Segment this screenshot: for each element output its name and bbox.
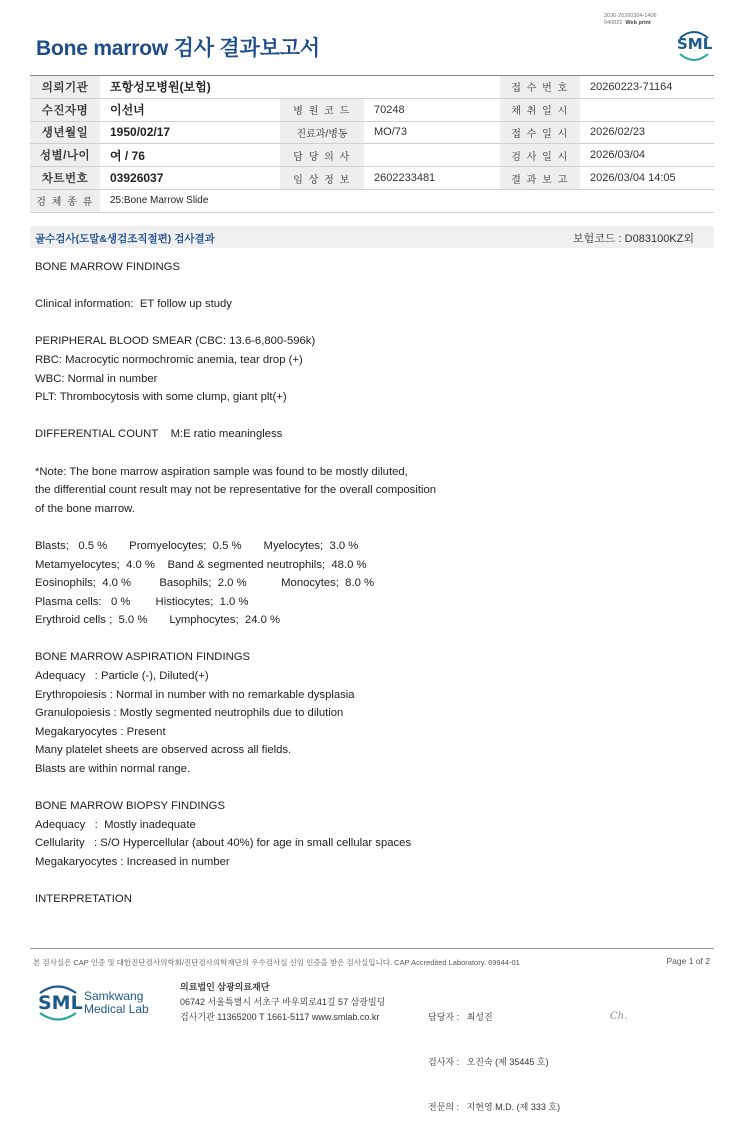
info-row (30, 167, 714, 190)
sml-logo (674, 26, 714, 64)
patient-info-table (30, 75, 714, 213)
print-sub: 040822 Web print (604, 19, 651, 26)
label-specimen: 검 체 종 류 (30, 189, 100, 212)
staff-manager: 담당자 : 최성진 (428, 1012, 493, 1022)
staff-info (428, 980, 560, 1130)
value-specimen: 25:Bone Marrow Slide (100, 189, 714, 212)
page-title: Bone marrow 검사 결과보고서 (36, 37, 320, 60)
info-row (30, 144, 714, 167)
label-hospital-code: 병 원 코 드 (280, 98, 364, 121)
org-name: 의료법인 삼광의료재단 (180, 982, 270, 992)
logo-text: SML (677, 35, 713, 53)
value-hospital-code: 70248 (364, 98, 500, 121)
samkwang-logo (36, 980, 166, 1026)
value-chart-number: 03926037 (100, 167, 280, 190)
org-address: 06742 서울특별시 서초구 바우뫼로41길 57 삼광빌딩 (180, 997, 386, 1007)
label-received-date: 접 수 일 시 (500, 121, 580, 144)
section-title: 골수검사(도말&생검조직절편) 검사결과 (35, 233, 215, 245)
signature: Ch. (610, 1011, 628, 1022)
label-patient: 수진자명 (30, 98, 100, 121)
label-birthdate: 생년월일 (30, 121, 100, 144)
label-collection-date: 채 취 일 시 (500, 98, 580, 121)
logo-name: Samkwang Medical Lab (84, 989, 149, 1016)
value-received-date: 2026/02/23 (580, 121, 714, 144)
label-sex-age: 성별/나이 (30, 144, 100, 167)
info-row (30, 98, 714, 121)
report-body: BONE MARROW FINDINGS Clinical information: ET follow up study PERIPHERAL BLOOD SMEAR (CBC: 13.6-6,800-596k) RBC: Macrocytic normochromic anemia, tear drop (+) WBC: Normal in number PLT: Thrombocytosis with some clump, giant plt(+) DIFFERENTIAL COUNT M:E ratio meaningless *Note: The bone marrow aspiration sample was found to be mostly diluted, the differential count result may not be representative for the overall composition of the bone marrow. Blasts; 0.5 % Promyelocytes; 0.5 % Myelocytes; 3.0 % Metamyelocytes; 4.0 % Band & segmented neutrophils; 48.0 % Eosinophils; 4.0 % Basophils; 2.0 % Monocytes; 8.0 % Plasma cells: 0 % Histiocytes; 1.0 % Erythroid cells ; 5.0 % Lymphocytes; 24.0 % BONE MARROW ASPIRATION FINDINGS Adequacy : Particle (-), Diluted(+) Erythropoiesis : Normal in number with no remarkable dysplasia Granulopoiesis : Mostly segmented neutrophils due to dilution Megakaryocytes : Present Many platelet sheets are observed across all fields. Blasts are within normal range. BONE MARROW BIOPSY FINDINGS Adequacy : Mostly inadequate Cellularity : S/O Hypercellular (about 40%) for age in small cellular spaces Megakaryocytes : Increased in number INTERPRETATION (35, 261, 437, 906)
value-collection-date (580, 98, 714, 121)
value-birthdate: 1950/02/17 (100, 121, 280, 144)
value-sex-age: 여 / 76 (100, 144, 280, 167)
label-clinical-info: 임 상 정 보 (280, 167, 364, 190)
label-chart-number: 차트번호 (30, 167, 100, 190)
label-requester: 의뢰기관 (30, 76, 100, 99)
value-physician (364, 144, 500, 167)
info-row (30, 189, 714, 212)
value-test-date: 2026/03/04 (580, 144, 714, 167)
org-contact: 검사기관 11365200 T 1661-5117 www.smlab.co.kr (180, 1012, 380, 1022)
value-department: MO/73 (364, 121, 500, 144)
print-code: 3036-20260304-1406 (604, 13, 657, 19)
value-requester: 포항성모병원(보험) (100, 76, 500, 99)
organization-info (180, 980, 385, 1025)
label-accession: 접 수 번 호 (500, 76, 580, 99)
staff-specialist: 전문의 : 지현영 M.D. (제 333 호) (428, 1102, 561, 1112)
value-clinical-info: 2602233481 (364, 167, 500, 190)
label-report-date: 결 과 보 고 (500, 167, 580, 190)
label-department: 진료과/병동 (280, 121, 364, 144)
staff-examiner: 검사자 : 오진숙 (제 35445 호) (428, 1057, 549, 1067)
value-accession: 20260223-71164 (580, 76, 714, 99)
value-patient: 이선녀 (100, 98, 280, 121)
info-row (30, 76, 714, 99)
insurance-code: 보험코드 : D083100KZ외 (572, 233, 694, 245)
footer-divider (30, 948, 714, 949)
page-number: Page 1 of 2 (666, 956, 710, 966)
logo-sml-text: SML (38, 992, 83, 1014)
result-section-header (30, 226, 714, 248)
cap-accreditation: 본 검사실은 CAP 인증 및 대한진단검사의학회/진단검사의학재단의 우수검사실 신임 인증을 받은 검사실입니다. CAP Accredited Laboratory. 69944-01 (33, 958, 520, 967)
info-row (30, 121, 714, 144)
print-meta (604, 13, 657, 26)
label-physician: 담 당 의 사 (280, 144, 364, 167)
label-test-date: 검 사 일 시 (500, 144, 580, 167)
value-report-date: 2026/03/04 14:05 (580, 167, 714, 190)
